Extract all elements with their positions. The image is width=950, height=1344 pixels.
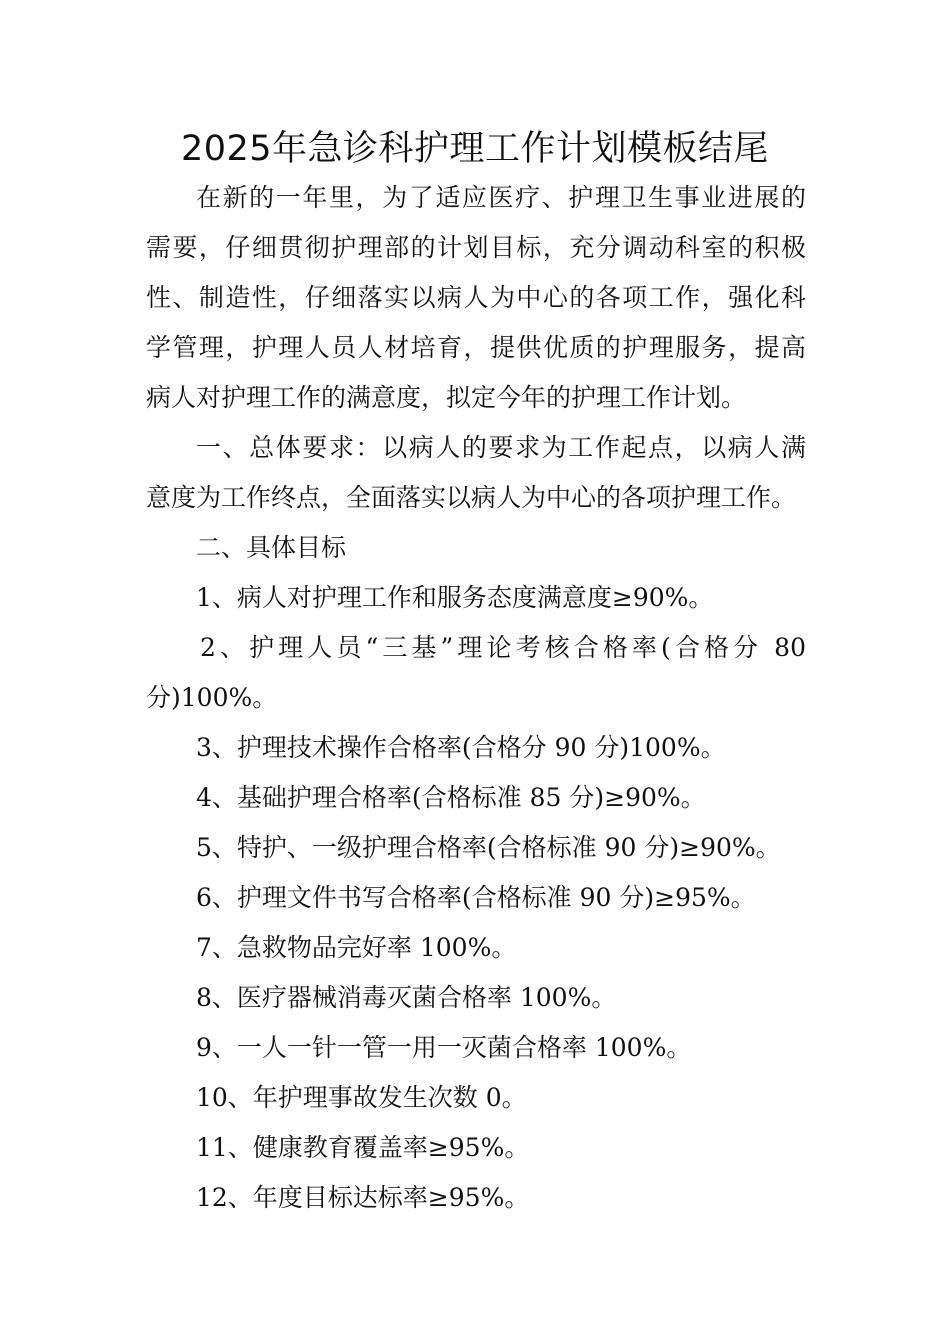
target-item-11: 11、健康教育覆盖率≥95%。 xyxy=(196,1133,530,1162)
target-item-2: 2、护理人员“三基”理论考核合格率(合格分 80 xyxy=(200,633,806,662)
target-item-1: 1、病人对护理工作和服务态度满意度≥90%。 xyxy=(196,583,714,612)
target-item-3: 3、护理技术操作合格率(合格分 90 分)100%。 xyxy=(196,733,726,762)
section-one-line-1: 一、总体要求：以病人的要求为工作起点，以病人满 xyxy=(196,433,806,462)
section-one-line-2: 意度为工作终点，全面落实以病人为中心的各项护理工作。 xyxy=(146,483,797,512)
target-item-4: 4、基础护理合格率(合格标准 85 分)≥90%。 xyxy=(196,783,706,812)
target-item-7: 7、急救物品完好率 100%。 xyxy=(196,933,517,962)
target-item-8: 8、医疗器械消毒灭菌合格率 100%。 xyxy=(196,983,617,1012)
target-item-2-continued: 分)100%。 xyxy=(146,683,278,712)
paragraph-line-intro-2: 需要，仔细贯彻护理部的计划目标，充分调动科室的积极 xyxy=(146,233,806,262)
section-two-heading: 二、具体目标 xyxy=(196,533,347,562)
document-title: 2025年急诊科护理工作计划模板结尾 xyxy=(180,129,770,169)
paragraph-line-intro-5: 病人对护理工作的满意度，拟定今年的护理工作计划。 xyxy=(146,383,747,412)
paragraph-line-intro-4: 学管理，护理人员人材培育，提供优质的护理服务，提高 xyxy=(146,333,806,362)
paragraph-line-intro-3: 性、制造性，仔细落实以病人为中心的各项工作，强化科 xyxy=(146,283,806,312)
target-item-6: 6、护理文件书写合格率(合格标准 90 分)≥95%。 xyxy=(196,883,756,912)
target-item-5: 5、特护、一级护理合格率(合格标准 90 分)≥90%。 xyxy=(196,833,781,862)
target-item-10: 10、年护理事故发生次数 0。 xyxy=(196,1083,527,1112)
target-item-12: 12、年度目标达标率≥95%。 xyxy=(196,1183,530,1212)
paragraph-line-intro-1: 在新的一年里，为了适应医疗、护理卫生事业进展的 xyxy=(196,183,806,212)
target-item-9: 9、一人一针一管一用一灭菌合格率 100%。 xyxy=(196,1033,692,1062)
